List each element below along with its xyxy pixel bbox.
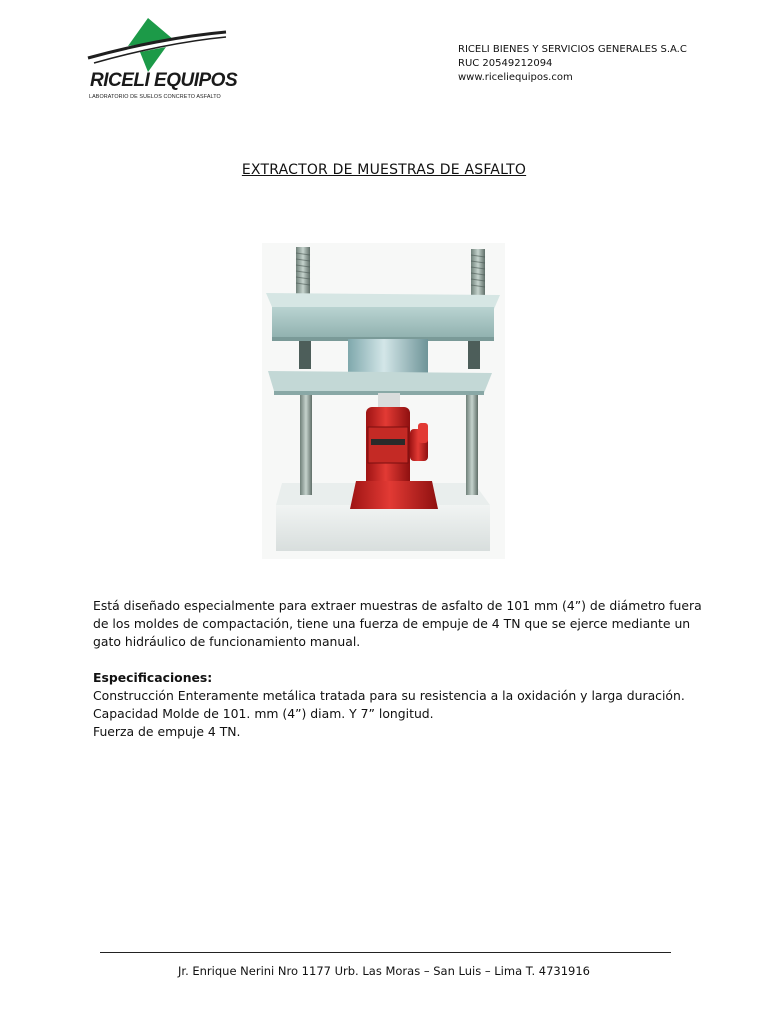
spec-item: Capacidad Molde de 101. mm (4”) diam. Y 7” longitud. — [93, 706, 434, 721]
description-line-1: Está diseñado especialmente para extraer muestras de asfalto de 101 mm (4”) de diámetro fuera — [93, 598, 702, 613]
document-title: EXTRACTOR DE MUESTRAS DE ASFALTO — [241, 162, 527, 178]
company-info — [458, 43, 687, 85]
company-name: RICELI BIENES Y SERVICIOS GENERALES S.A.C — [458, 44, 687, 55]
logo-road-mark-icon — [86, 16, 236, 76]
spec-item: Fuerza de empuje 4 TN. — [93, 724, 241, 739]
footer-divider — [100, 952, 671, 953]
company-website: www.riceliequipos.com — [458, 72, 573, 83]
logo-name: RICELI EQUIPOS — [90, 70, 238, 91]
logo-tagline: LABORATORIO DE SUELOS CONCRETO ASFALTO — [89, 94, 221, 100]
asphalt-sample-extractor-photo-icon — [262, 243, 505, 559]
specs-heading: Especificaciones: — [93, 670, 213, 685]
product-description — [93, 597, 713, 741]
description-line-3: gato hidráulico de funcionamiento manual. — [93, 634, 361, 649]
description-line-2: de los moldes de compactación, tiene una fuerza de empuje de 4 TN que se ejerce mediante un — [93, 616, 691, 631]
company-logo — [86, 16, 236, 102]
product-image — [262, 243, 505, 559]
footer-address: Jr. Enrique Nerini Nro 1177 Urb. Las Moras – San Luis – Lima T. 4731916 — [178, 964, 590, 978]
company-ruc: RUC 20549212094 — [458, 58, 553, 69]
spec-item: Construcción Enteramente metálica tratada para su resistencia a la oxidación y larga duración. — [93, 688, 685, 703]
